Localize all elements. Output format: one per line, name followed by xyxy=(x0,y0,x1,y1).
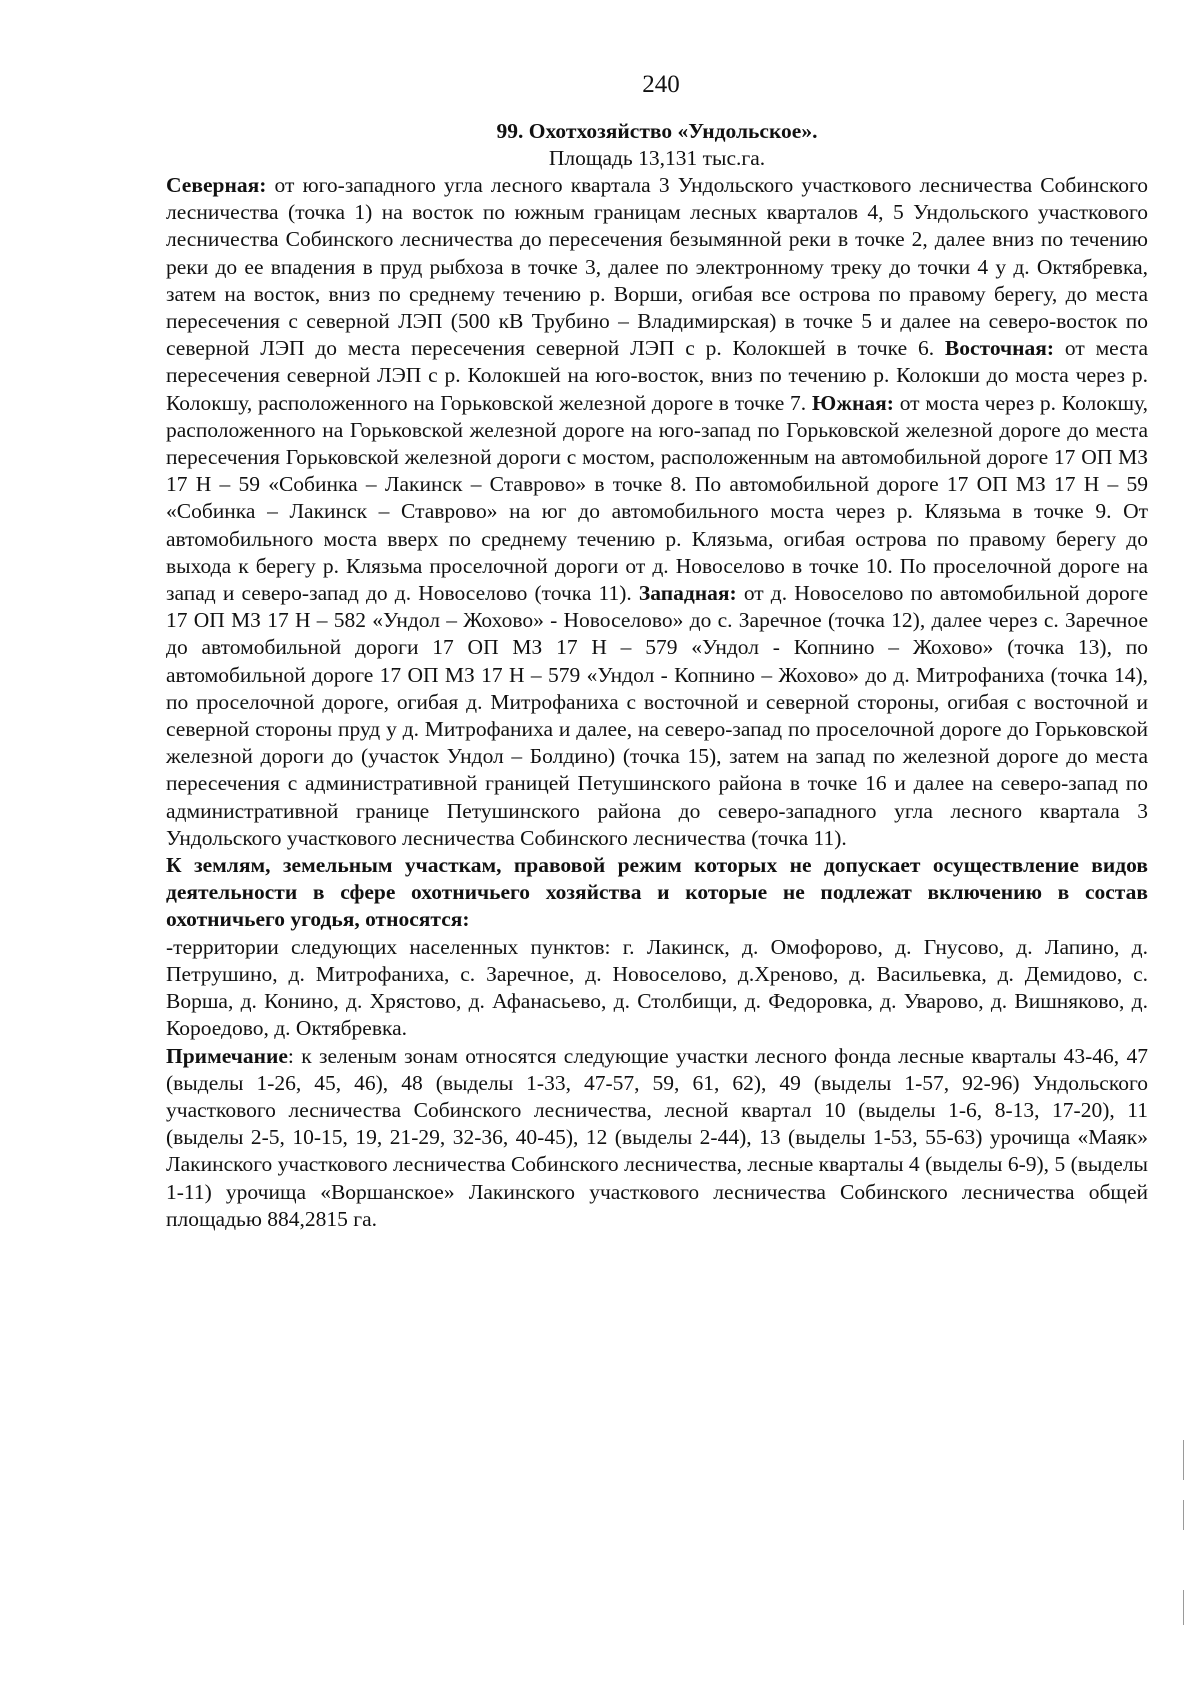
west-text: от д. Новоселово по автомобильной дороге 17 ОП МЗ 17 Н – 582 «Ундол – Жохово» - Новоселово» до с. Заречное (точка 12), далее через с. Заречное до автомобильной дороги 17 ОП МЗ 17 Н – 579 «Ундол - Копнино – Жохово» (точка 13), по автомобильной дороге 17 ОП МЗ 17 Н – 579 «Ундол - Копнино – Жохово» до д. Митрофаниха (точка 14), по проселочной дороге, огибая д. Митрофаниха с восточной и северной стороны, огибая с восточной и северной стороны пруд у д. Митрофаниха и далее, на северо-запад по проселочной дороге до Горьковской железной дороги до (участок Ундол – Болдино) (точка 15), затем на запад по железной дороге до места пересечения с административной границей Петушинского района в точке 16 и далее на северо-запад по административной границе Петушинского района до северо-западного угла лесного квартала 3 Ундольского участкового лесничества Собинского лесничества (точка 11). xyxy=(166,581,1149,850)
north-label: Северная: xyxy=(166,173,267,197)
note-paragraph xyxy=(166,1043,1148,1233)
exclusions-heading: К землям, земельным участкам, правовой режим которых не допускает осуществление видов деятельности в сфере охотничьего хозяйства и которые не подлежат включению в состав охотничьего угодья, относятся: xyxy=(166,853,1148,932)
east-label: Восточная: xyxy=(944,336,1055,361)
south-label: Южная: xyxy=(811,390,894,415)
scan-margin-mark xyxy=(1183,1590,1184,1625)
scan-margin-mark xyxy=(1183,1500,1184,1530)
note-text: : к зеленым зонам относятся следующие участки лесного фонда лесные кварталы 43-46, 47 (выделы 1-26, 45, 46), 48 (выделы 1-33, 47-57, 59, 61, 62), 49 (выделы 1-57, 92-96) Ундольского участкового лесничества Собинского лесничества, лесной квартал 10 (выделы 1-6, 8-13, 17-20), 11 (выделы 2-5, 10-15, 19, 21-29, 32-36, 40-45), 12 (выделы 2-44), 13 (выделы 1-53, 55-63) урочища «Маяк» Лакинского участкового лесничества Собинского лесничества, лесные кварталы 4 (выделы 6-9), 5 (выделы 1-11) урочища «Воршанское» Лакинского участкового лесничества Собинского лесничества общей площадью 884,2815 га. xyxy=(166,1043,1148,1231)
west-label: Западная: xyxy=(638,581,737,606)
east-text: от места пересечения северной ЛЭП с р. Колокшей на юго-восток, вниз по течению р. Колокши до моста через р. Колокшу, расположенного на Горьковской железной дороге в точке 7. xyxy=(166,336,1148,415)
boundaries-paragraph xyxy=(166,172,1148,852)
exclusions-text: -территории следующих населенных пунктов: г. Лакинск, д. Омофорово, д. Гнусово, д. Лапино, д. Петрушино, д. Митрофаниха, с. Заречное, д. Новоселово, д.Хреново, д. Васильевка, д. Демидово, с. Ворша, д. Конино, д. Хрястово, д. Афанасьево, д. Столбищи, д. Федоровка, д. Уварово, д. Вишняково, д. Короедово, д. Октябревка. xyxy=(166,934,1148,1041)
note-label: Примечание xyxy=(166,1043,288,1068)
scan-margin-mark xyxy=(1183,1440,1184,1480)
document-page xyxy=(166,70,1148,1233)
north-text: от юго-западного угла лесного квартала 3 Ундольского участкового лесничества Собинского лесничества (точка 1) на восток по южным границам лесных кварталов 4, 5 Ундольского участкового лесничества Собинского лесничества до пересечения безымянной реки в точке 2, далее вниз по течению реки до ее впадения в пруд рыбхоза в точке 3, далее по электронному треку до точки 4 у д. Октябревка, затем на восток, вниз по среднему течению р. Ворши, огибая все острова по правому берегу, до места пересечения с северной ЛЭП (500 кВ Трубино – Владимирская) в точке 5 и далее на северо-восток по северной ЛЭП до места пересечения северной ЛЭП с р. Колокшей в точке 6. xyxy=(166,173,1148,361)
area-line: Площадь 13,131 тыс.га. xyxy=(548,146,766,170)
document-title: 99. Охотхозяйство «Ундольское». xyxy=(496,119,818,143)
south-text: от моста через р. Колокшу, расположенного на Горьковской железной дороге на юго-запад по Горьковской железной дороге до места пересечения Горьковской железной дороги с мостом, расположенным на автомобильной дороге 17 ОП МЗ 17 Н – 59 «Собинка – Лакинск – Ставрово» в точке 8. По автомобильной дороге 17 ОП МЗ 17 Н – 59 «Собинка – Лакинск – Ставрово» на юг до автомобильного моста через р. Клязьма в точке 9. От автомобильного моста вверх по среднему течению р. Клязьма, огибая острова по правому берегу до выхода к берегу р. Клязьма проселочной дороги от д. Новоселово в точке 10. По проселочной дороге на запад и северо-запад до д. Новоселово (точка 11). xyxy=(166,390,1149,606)
page-number: 240 xyxy=(642,71,680,98)
